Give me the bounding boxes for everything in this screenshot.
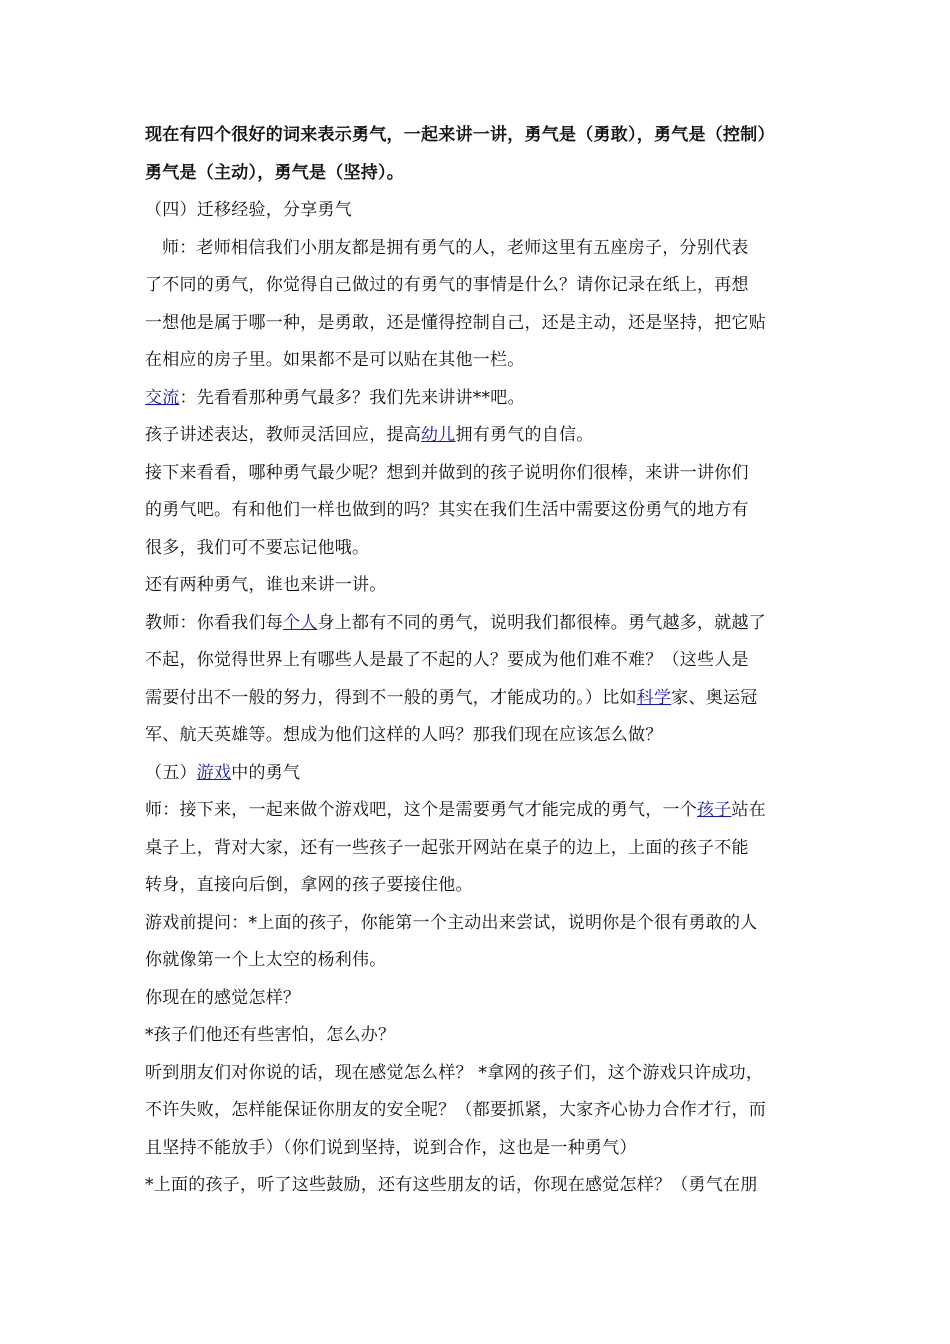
text-line-13 — [145, 567, 810, 605]
text-line-9 — [145, 417, 810, 455]
document-body — [145, 117, 810, 1205]
line-text: *上面的孩子，听了这些鼓励，还有这些朋友的话，你现在感觉怎样？（勇气在朋 — [145, 1175, 758, 1195]
text-line-24 — [145, 980, 810, 1018]
link-haizi[interactable]: 孩子 — [697, 800, 732, 820]
link-youxi[interactable]: 游戏 — [196, 762, 232, 783]
text-line-17 — [145, 717, 810, 755]
text-line-4 — [145, 230, 810, 268]
line-text: 军、航天英雄等。想成为他们这样的人吗？那我们现在应该怎么做？ — [145, 725, 663, 745]
text-line-5 — [145, 267, 810, 305]
line-text: 游戏前提问：*上面的孩子，你能第一个主动出来尝试，说明你是个很有勇敢的人 — [145, 912, 758, 933]
heading-text: 中的勇气 — [231, 762, 301, 783]
line-text: 转身，直接向后倒，拿网的孩子要接住他。 — [145, 875, 473, 895]
line-text: 不许失败，怎样能保证你朋友的安全呢？（都要抓紧，大家齐心协力合作才行，而 — [145, 1100, 766, 1120]
line-text: 师：接下来，一起来做个游戏吧，这个是需要勇气才能完成的勇气，一个 — [145, 800, 697, 820]
text-line-2 — [145, 155, 810, 193]
line-text: 的勇气吧。有和他们一样也做到的吗？其实在我们生活中需要这份勇气的地方有 — [145, 500, 749, 520]
text-line-6 — [145, 305, 810, 343]
text-line-1 — [145, 117, 810, 155]
link-geren[interactable]: 个人 — [283, 612, 318, 633]
line-text: 你就像第一个上太空的杨利伟。 — [145, 950, 387, 970]
text-line-8 — [145, 380, 810, 418]
text-line-26 — [145, 1055, 810, 1093]
text-line-27 — [145, 1092, 810, 1130]
line-text: 需要付出不一般的努力，得到不一般的勇气，才能成功的。）比如 — [145, 687, 637, 708]
text-line-12 — [145, 530, 810, 568]
line-text: 教师：你看我们每 — [145, 612, 283, 633]
text-line-28 — [145, 1130, 810, 1168]
section-heading-5 — [145, 755, 810, 793]
line-text: 很多，我们可不要忘记他哦。 — [145, 537, 370, 558]
line-text: 接下来看看，哪种勇气最少呢？想到并做到的孩子说明你们很棒，来讲一讲你们 — [145, 462, 749, 483]
line-text: 一想他是属于哪一种，是勇敢，还是懂得控制自己，还是主动，还是坚持，把它贴 — [145, 312, 766, 333]
link-kexue[interactable]: 科学 — [636, 687, 672, 708]
link-jiaoliu[interactable]: 交流 — [145, 387, 180, 408]
line-text: 听到朋友们对你说的话，现在感觉怎么样？ *拿网的孩子们，这个游戏只许成功， — [145, 1062, 764, 1083]
text-line-29 — [145, 1167, 810, 1205]
line-text: 不起，你觉得世界上有哪些人是最了不起的人？要成为他们难不难？（这些人是 — [145, 650, 749, 670]
line-text: 孩子讲述表达，教师灵活回应，提高 — [145, 425, 421, 445]
line-text: 师：老师相信我们小朋友都是拥有勇气的人，老师这里有五座房子，分别代表 — [162, 237, 749, 258]
line-text: 你现在的感觉怎样？ — [145, 987, 301, 1008]
section-heading-4 — [145, 192, 810, 230]
line-text: 家、奥运冠 — [671, 687, 758, 708]
line-text: 勇气是（主动），勇气是（坚持）。 — [145, 162, 404, 183]
text-line-25 — [145, 1017, 810, 1055]
line-text: 在相应的房子里。如果都不是可以贴在其他一栏。 — [145, 350, 525, 370]
text-line-15 — [145, 642, 810, 680]
text-line-23 — [145, 942, 810, 980]
line-text: 现在有四个很好的词来表示勇气，一起来讲一讲，勇气是（勇敢），勇气是（控制） — [145, 125, 775, 145]
text-line-7 — [145, 342, 810, 380]
text-line-14 — [145, 605, 810, 643]
line-text: 了不同的勇气，你觉得自己做过的有勇气的事情是什么？请你记录在纸上，再想 — [145, 275, 749, 295]
text-line-10 — [145, 455, 810, 493]
line-text: 且坚持不能放手）（你们说到坚持，说到合作，这也是一种勇气） — [145, 1137, 637, 1158]
text-line-11 — [145, 492, 810, 530]
text-line-21 — [145, 867, 810, 905]
link-youer[interactable]: 幼儿 — [421, 425, 456, 445]
heading-text: （五） — [145, 762, 197, 783]
line-text: ：先看看那种勇气最多？我们先来讲讲**吧。 — [179, 387, 525, 408]
line-text: 拥有勇气的自信。 — [455, 425, 594, 445]
heading-text: （四）迁移经验，分享勇气 — [145, 200, 352, 220]
text-line-22 — [145, 905, 810, 943]
line-text: 还有两种勇气，谁也来讲一讲。 — [145, 575, 387, 595]
line-text: 站在 — [731, 800, 766, 820]
text-line-19 — [145, 792, 810, 830]
text-line-20 — [145, 830, 810, 868]
line-text: 身上都有不同的勇气，说明我们都很棒。勇气越多，就越了 — [317, 612, 766, 633]
text-line-16 — [145, 680, 810, 718]
line-text: 桌子上，背对大家，还有一些孩子一起张开网站在桌子的边上，上面的孩子不能 — [145, 837, 749, 858]
line-text: *孩子们他还有些害怕，怎么办？ — [145, 1025, 396, 1045]
